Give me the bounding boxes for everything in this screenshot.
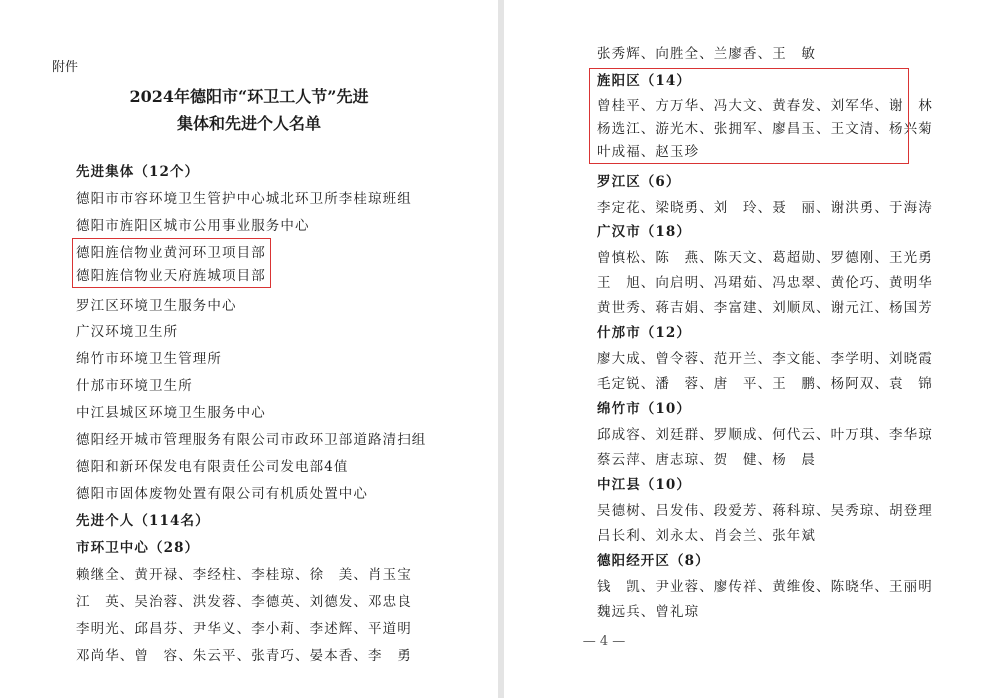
name-line: 黄世秀、蒋吉娟、李富建、刘顺凤、谢元江、杨国芳 [597,300,933,316]
group-item: 绵竹市环境卫生管理所 [76,351,222,367]
section-heading-shifang: 什邡市（12） [597,325,691,341]
name-line: 李明光、邱昌芬、尹华义、李小莉、李述辉、平道明 [76,621,412,637]
name-line: 李定花、梁晓勇、刘 玲、聂 丽、谢洪勇、于海涛 [597,200,933,216]
section-heading-zhongjiang: 中江县（10） [597,477,691,493]
name-line: 曾慎松、陈 燕、陈天文、葛超勋、罗德刚、王光勇 [597,250,933,266]
section-heading-luojiang: 罗江区（6） [597,174,681,190]
name-line: 江 英、吴治蓉、洪发蓉、李德英、刘德发、邓忠良 [76,594,412,610]
name-line: 杨选江、游光木、张拥军、廖昌玉、王文清、杨兴菊 [597,121,933,137]
name-line: 钱 凯、尹业蓉、廖传祥、黄维俊、陈晓华、王丽明 [597,579,933,595]
name-line: 蔡云萍、唐志琼、贺 健、杨 晨 [597,452,816,468]
name-line: 魏远兵、曾礼琼 [597,604,700,620]
document-title-line-1: 2024年德阳市“环卫工人节”先进 [129,87,369,106]
highlight-box-groups [72,238,271,288]
group-item-highlighted: 德阳旌信物业黄河环卫项目部 [76,245,266,261]
name-line: 邓尚华、曾 容、朱云平、张青巧、晏本香、李 勇 [76,648,412,664]
page-number: — 4 — [582,634,626,649]
section-heading-guanghan: 广汉市（18） [597,224,691,240]
center-heading: 市环卫中心（28） [76,540,200,556]
name-line: 王 旭、向启明、冯珺茹、冯忠翠、黄伦巧、黄明华 [597,275,933,291]
group-item: 广汉环境卫生所 [76,324,179,340]
section-heading-jingyang: 旌阳区（14） [597,73,691,89]
name-line: 张秀辉、向胜全、兰廖香、王 敏 [597,46,816,62]
group-item-highlighted: 德阳旌信物业天府旌城项目部 [76,268,266,284]
right-page [504,0,1005,698]
name-line: 廖大成、曾令蓉、范开兰、李文能、李学明、刘晓霞 [597,351,933,367]
left-page [0,0,498,698]
highlight-box-jingyang [589,68,909,164]
name-line: 吕长利、刘永太、肖会兰、张年斌 [597,528,816,544]
name-line: 毛定锐、潘 蓉、唐 平、王 鹏、杨阿双、袁 锦 [597,376,933,392]
individuals-heading: 先进个人（114名） [76,513,210,529]
group-item: 德阳市固体废物处置有限公司有机质处置中心 [76,486,368,502]
group-item: 德阳和新环保发电有限责任公司发电部4值 [76,459,349,475]
group-item: 德阳经开城市管理服务有限公司市政环卫部道路清扫组 [76,432,427,448]
group-item: 什邡市环境卫生所 [76,378,193,394]
name-line: 邱成容、刘廷群、罗顺成、何代云、叶万琪、李华琼 [597,427,933,443]
name-line: 叶成福、赵玉珍 [597,144,700,160]
section-heading-mianzhu: 绵竹市（10） [597,401,691,417]
document-title-line-2: 集体和先进个人名单 [176,114,321,133]
section-heading-jingkai: 德阳经开区（8） [597,553,710,569]
group-item: 德阳市旌阳区城市公用事业服务中心 [76,218,310,234]
name-line: 赖继全、黄开禄、李经柱、李桂琼、徐 美、肖玉宝 [76,567,412,583]
group-item: 德阳市市容环境卫生管护中心城北环卫所李桂琼班组 [76,191,412,207]
group-item: 中江县城区环境卫生服务中心 [76,405,266,421]
group-item: 罗江区环境卫生服务中心 [76,298,237,314]
name-line: 曾桂平、方万华、冯大文、黄春发、刘军华、谢 林 [597,98,933,114]
name-line: 吴德树、吕发伟、段爱芳、蒋科琼、吴秀琼、胡登理 [597,503,933,519]
attachment-label: 附件 [52,60,79,75]
groups-heading: 先进集体（12个） [76,164,200,180]
